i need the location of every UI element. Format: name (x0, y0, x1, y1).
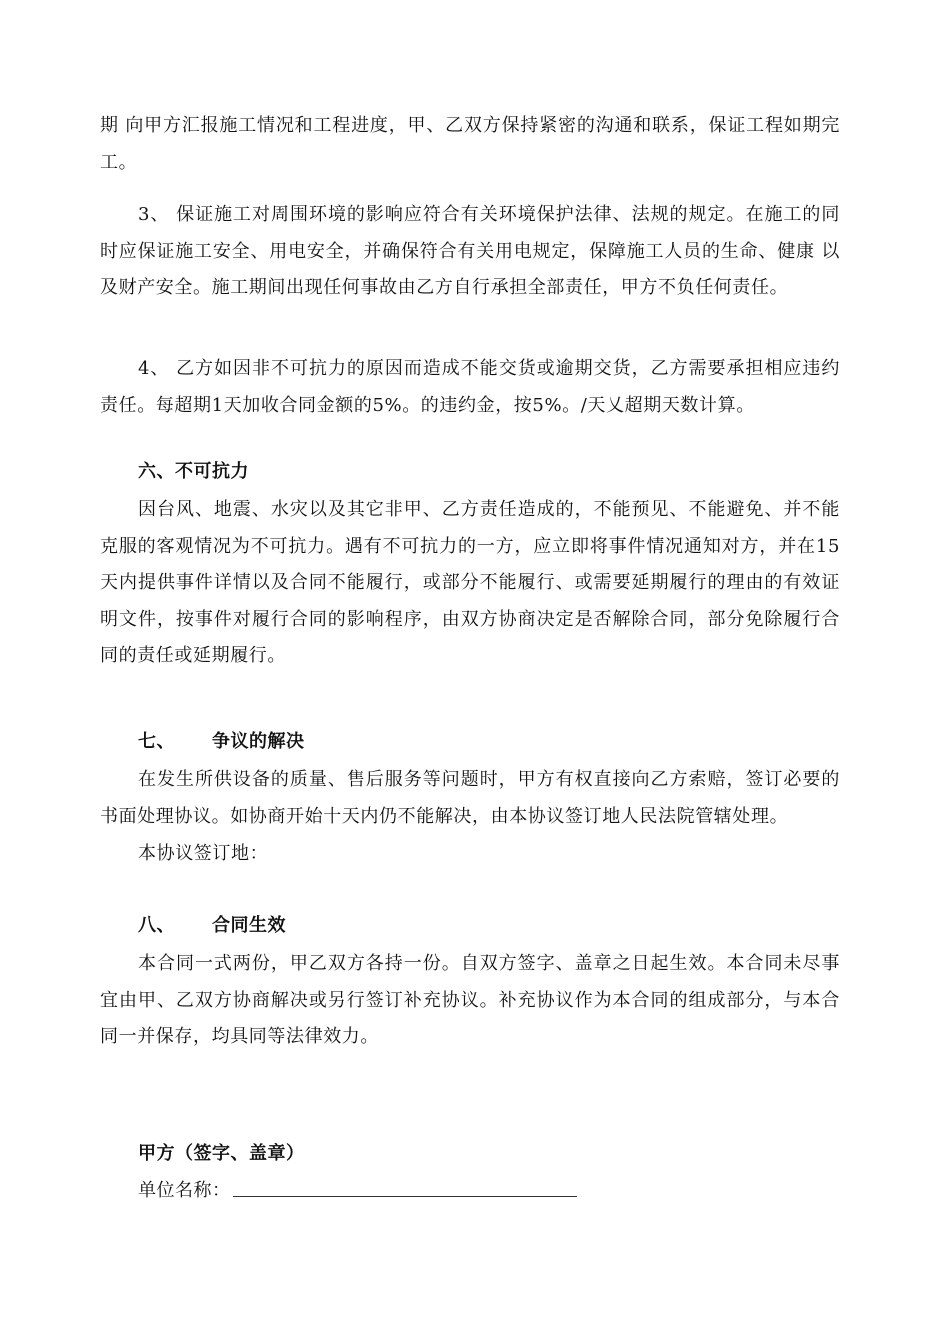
paragraph-clause-4: 4、 乙方如因非不可抗力的原因而造成不能交货或逾期交货，乙方需要承担相应违约 责任。每超期1天加收合同金额的5%。的违约金，按5%。/天乂超期天数计算。 (100, 358, 840, 416)
section-7-title: 争议的解决 (212, 731, 305, 752)
section-8-number: 八、 (138, 915, 175, 936)
unit-name-blank-line (233, 1196, 577, 1197)
section-7-number: 七、 (138, 731, 175, 752)
section-8-title: 合同生效 (212, 915, 286, 936)
party-a-signature-label: 甲方（签字、盖章） (138, 1143, 305, 1164)
section-8-heading (138, 911, 286, 941)
section-6-body: 因台风、地震、水灾以及其它非甲、乙方责任造成的，不能预见、不能避免、并不能克服的客观情况为不可抗力。遇有不可抗力的一方，应立即将事件情况通知对方，并在15天内提供事件详情以及合同不能履行，或部分不能履行、或需要延期履行的理由的有效证明文件，按事件对履行合同的影响程序，由双方协商决定是否解除合同，部分免除履行合同的责任或延期履行。 (100, 499, 840, 666)
paragraph-clause-3: 3、 保证施工对周围环境的影响应符合有关环境保护法律、法规的规定。在施工的同 时应保证施工安全、用电安全，并确保符合有关用电规定，保障施工人员的生命、健康 以及财产安全。施工期间出现任何事故由乙方自行承担全部责任，甲方不负任何责任。 (100, 204, 840, 298)
section-6-title: 六、不可抗力 (138, 461, 249, 482)
section-8-body: 本合同一式两份，甲乙双方各持一份。自双方签字、盖章之日起生效。本合同未尽事宜由甲、乙双方协商解决或另行签订补充协议。补充协议作为本合同的组成部分，与本合同一并保存，均具同等法律效力。 (100, 953, 840, 1047)
section-7-heading (138, 727, 305, 757)
paragraph-progress-report: 期 向甲方汇报施工情况和工程进度，甲、乙双方保持紧密的沟通和联系，保证工程如期完 工。 (100, 115, 840, 173)
unit-name-label: 单位名称： (138, 1180, 231, 1201)
section-7-body: 在发生所供设备的质量、售后服务等问题时，甲方有权直接向乙方索赔，签订必要的书面处理协议。如协商开始十天内仍不能解决，由本协议签订地人民法院管辖处理。 (100, 769, 840, 827)
signing-place-label: 本协议签订地： (138, 843, 269, 864)
